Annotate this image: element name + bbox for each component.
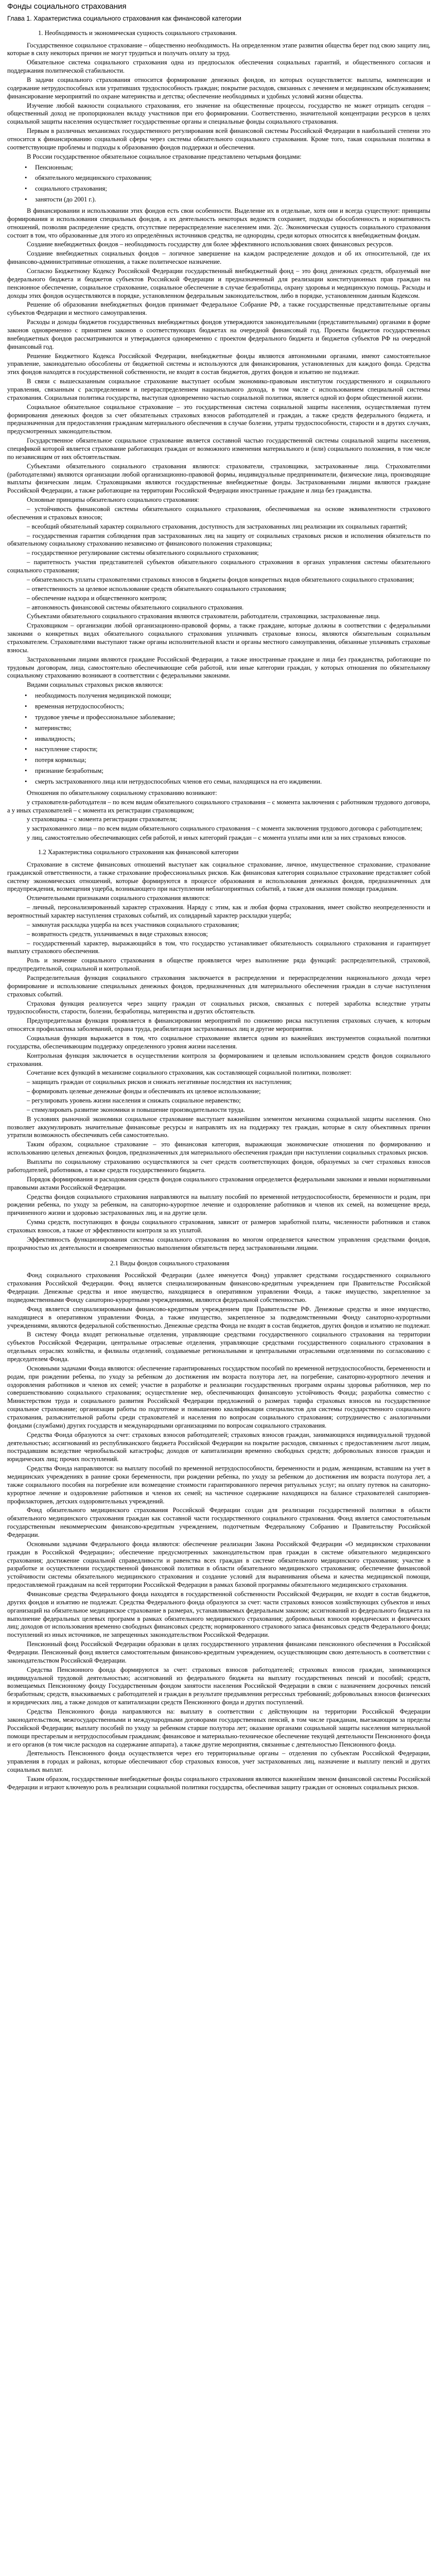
paragraph: В связи с вышесказанным социальное страхование выступает особым экономико-правовым институтом государственного и социального управления, связанным с распределением и перераспределением национального дохода, в том числе с использованием специальной системы страхования. Социальная политика государства, выступая одновременно частью социальной политики, является одной из форм общественной жизни. [7,378,430,401]
list-item: • инвалидность; [7,735,430,743]
paragraph: Основные принципы обязательного социального страхования: [27,496,199,504]
paragraph: Сочетание всех функций в механизме социального страхования, как составляющей социальной политики, позволяет: [27,1069,352,1077]
paragraph: у страховщика – с момента регистрации страхователя; [27,816,177,823]
subsection-heading: 2.1 Виды фондов социального страхования [110,1259,230,1267]
paragraph: Средства Пенсионного фонда формируются за счет: страховых взносов работодателей; страховых взносов граждан, занимающихся индивидуальной трудовой деятельностью; ассигнований из федерального бюджета на выплату государственных пенсий и пособий; средств, возмещаемых Пенсионному фонду Государственным фондом занятости населения Российской Федерации в связи с назначением досрочных пенсий безработным; средств, взыскиваемых с работодателей и граждан в результате предъявления регрессных требований; добровольных взносов физических и юридических лиц, а также доходов от капитализации средств Пенсионного фонда и других поступлений. [7,1666,430,1706]
paragraph: Отличительными признаками социального страхования являются: [27,894,210,902]
paragraph: Пенсионный фонд Российской Федерации образован в целях государственного управления финансами пенсионного обеспечения в Российской Федерации. Пенсионный фонд является самостоятельным финансово-кредитным учреждением, осуществляющим свою деятельность в соответствии с законодательством Российской Федерации. [7,1640,430,1664]
paragraph: – личный, персонализированный характер страхования. Наряду с этим, как и любая форма страхования, имеет свойство неопределенности и вероятностный характер наступления страховых событий, их солидарный характер раскладки ущерба; [7,904,430,919]
document-body [7,0,430,1793]
list-item: • трудовое увечье и профессиональное заболевание; [7,714,430,722]
paragraph: – устойчивость финансовой системы обязательного социального страхования, обеспечиваемая на основе эквивалентности страхового обеспечения и страховых взносов; [7,505,430,521]
paragraph: Таким образом, государственные внебюджетные фонды социального страхования являются важнейшим звеном финансовой системы Российской Федерации и играют ключевую роль в реализации социальной политики государства, обеспечивая защиту граждан от основных социальных рисков. [7,1775,430,1791]
paragraph: у застрахованного лица – по всем видам обязательного социального страхования – с момента заключения трудового договора с работодателем; [27,825,423,833]
paragraph: Средства Фонда образуются за счет: страховых взносов работодателей; страховых взносов граждан, занимающихся индивидуальной трудовой деятельностью; ассигнований из республиканского бюджета Российской Федерации на покрытие расходов, связанных с предоставлением льгот лицам, пострадавшим вследствие чернобыльской катастрофы; доходов от капитализации временно свободных средств; добровольных взносов граждан и юридических лиц; прочих поступлений. [7,1431,430,1463]
paragraph: Социальное обязательное социальное страхование – это государственная система социальной защиты населения, осуществляемая путем формирования денежных фондов за счет обязательных страховых взносов работодателей и граждан, а также средств федерального бюджета, и предназначенная для предоставления гражданам материального обеспечения в случае болезни, утраты трудоспособности, старости и в других случаях, предусмотренных законодательством. [7,403,430,435]
paragraph: – государственный характер, выражающийся в том, что государство устанавливает обязательность социального страхования и гарантирует выплату страхового обеспечения. [7,939,430,955]
paragraph: – обязательность уплаты страхователями страховых взносов в бюджеты фондов конкретных видов обязательного социального страхования; [27,575,414,583]
paragraph: Видами социальных страховых рисков являются: [27,681,163,689]
paragraph: Создание внебюджетных фондов – необходимость государству для более эффективного использования своих финансовых ресурсов. [27,241,393,248]
paragraph: – ответственность за целевое использование средств обязательного социального страхования; [27,585,287,592]
list-item: • признание безработным; [7,767,430,775]
bullet-list [7,164,430,204]
paragraph: Деятельность Пенсионного фонда осуществляется через его территориальные органы – отделения по субъектам Российской Федерации, управления в городах и районах, которые обеспечивают сбор страховых взносов, учет застрахованных лиц, назначение и выплату пенсий и других социальных выплат. [7,1750,430,1774]
paragraph: Средства Фонда направляются: на выплату пособий по временной нетрудоспособности, беременности и родам, женщинам, вставшим на учет в медицинских учреждениях в ранние сроки беременности, при рождении ребенка, по уходу за ребенком до достижения им возраста полутора лет, а также социального пособия на погребение или возмещение стоимости гарантированного перечня ритуальных услуг; на оплату путевок на санаторно-курортное лечение и оздоровление работников и членов их семей; на частичное содержание находящихся на балансе страхователей санаториев-профилакториев, детских оздоровительных учреждений. [7,1465,430,1505]
paragraph: Государственное обязательное социальное страхование является составной частью государственной системы социальной защиты населения, спецификой которой является страхование работающих граждан от возможного изменения материального и (или) социального положения, в том числе по независящим от них обстоятельствам. [7,437,430,461]
list-item: • обязательного медицинского страхования; [7,174,430,182]
paragraph: – стимулировать развитие экономики и повышение производительности труда. [27,1106,245,1113]
list-item: • временная нетрудоспособность; [7,703,430,711]
paragraph: у страхователя-работодателя – по всем видам обязательного социального страхования – с момента заключения с работником трудового договора, а у иных страхователей – с момента их регистрации страховщиком; [7,798,430,814]
paragraph: Фонд обязательного медицинского страхования Российской Федерации создан для реализации государственной политики в области обязательного медицинского страхования граждан как составной части государственного социального страхования. Фонд является самостоятельным государственным некоммерческим финансово-кредитным учреждением, подотчетным Федеральному Собранию и Правительству Российской Федерации. [7,1506,430,1539]
paragraph: Средства фондов социального страхования направляются на выплату пособий по временной нетрудоспособности, беременности и родам, при рождении ребенка, по уходу за ребенком, на санаторно-курортное лечение и оздоровление работников и членов их семей, на возмещение вреда, причиненного жизни и здоровью застрахованных лиц, и на другие цели. [7,1193,430,1217]
paragraph: Сумма средств, поступающих в фонды социального страхования, зависит от размеров заработной платы, численности работников и ставок страховых взносов, а также от эффективности контроля за их уплатой. [7,1218,430,1234]
paragraph: Застрахованными лицами являются граждане Российской Федерации, а также иностранные граждане и лица без гражданства, работающие по трудовым договорам, лица, самостоятельно обеспечивающие себя работой, или иные категории граждан, у которых отношения по обязательному социальному страхованию возникают в соответствии с федеральными законами. [7,655,430,680]
paragraph: – государственная гарантия соблюдения прав застрахованных лиц на защиту от социальных страховых рисков и исполнения обязательств по обязательному социальному страхованию независимо от финансового положения страховщика; [7,532,430,548]
paragraph: Предупредительная функция проявляется в финансировании мероприятий по снижению риска наступления страховых случаев, к которым относятся профилактика заболеваний, охрана труда, реабилитация застрахованных лиц и другие мероприятия. [7,1017,430,1033]
paragraph: В условиях рыночной экономики социальное страхование выступает важнейшим элементом механизма социальной защиты населения. Оно позволяет аккумулировать значительные финансовые ресурсы и направлять их на поддержку тех граждан, которые в силу объективных причин утратили возможность обеспечивать себя самостоятельно. [7,1115,430,1139]
paragraph: В задачи социального страхования относится формирование денежных фондов, из которых осуществляется: выплаты, компенсации и содержание нетрудоспособных или утративших трудоспособность граждан; покрытие расходов, связанных с лечением и медицинским обслуживанием; финансирование мероприятий по охране материнства и детства; обеспечение необходимых и удобных условий жизни общества. [7,76,430,100]
paragraph: Эффективность функционирования системы социального страхования во многом определяется качеством управления средствами фондов, прозрачностью их деятельности и своевременностью выполнения обязательств перед застрахованными лицами. [7,1235,430,1251]
paragraph: у лиц, самостоятельно обеспечивающих себя работой, и иных категорий граждан – с момента уплаты ими или за них страховых взносов. [27,834,407,842]
paragraph: Финансовые средства Федерального фонда находятся в государственной собственности Российской Федерации, не входят в состав бюджетов, других фондов и изъятию не подлежат. Средства Федерального фонда образуются за счет: части страховых взносов хозяйствующих субъектов и иных организаций на обязательное медицинское страхование в размерах, устанавливаемых федеральным законом; ассигнований из федерального бюджета на выполнение федеральных целевых программ в рамках обязательного медицинского страхования; добровольных взносов юридических и физических лиц; доходов от использования временно свободных финансовых средств; нормированного страхового запаса финансовых средств Федерального фонда; поступлений из иных источников, не запрещенных законодательством Российской Федерации. [7,1590,430,1639]
paragraph: Средства Пенсионного фонда направляются на: выплату в соответствии с действующим на территории Российской Федерации законодательством, межгосударственными и международными договорами государственных пенсий, в том числе гражданам, выезжающим за пределы Российской Федерации; выплату пособий по уходу за ребенком старше полутора лет; оказание органами социальной защиты населения материальной помощи престарелым и нетрудоспособным гражданам; финансовое и материально-техническое обеспечение текущей деятельности Пенсионного фонда и его органов (в том числе расходов на содержание аппарата), а также другие мероприятия, связанные с деятельностью Пенсионного фонда. [7,1708,430,1748]
paragraph: Фонд является специализированным финансово-кредитным учреждением при Правительстве РФ. Денежные средства и иное имущество, находящиеся в оперативном управлении Фонда, а также имущество, закрепленное за подведомственными Фонду санаторно-курортными учреждениями, являются федеральной собственностью. Денежные средства Фонда не входят в состав бюджетов, других фондов и изъятию не подлежат. [7,1305,430,1329]
paragraph: Обязательное система социального страхования одна из предпосылок обеспечения социальных гарантий, и общественного согласия и поддержания политической стабильности. [7,59,430,75]
section-heading: 1.2 Характеристика социального страхования как финансовой категории [38,848,239,856]
paragraph: – защищать граждан от социальных рисков и снижать негативные последствия их наступления; [27,1078,292,1086]
list-item: • Пенсионным; [7,164,430,172]
paragraph: Страховщиком – организации любой организационно-правовой формы, а также граждане, которые должны в соответствии с федеральными законами о конкретных видах обязательного социального страхования уплачивать страховые взносы, являются обязательным социальным страхователем. Страхователями выступают также органы исполнительной власти и органы местного самоуправления, обязанные уплачивать страховые взносы. [7,622,430,654]
list-item: • занятости (до 2001 г.). [7,196,430,204]
paragraph: Согласно Бюджетному Кодексу Российской Федерации государственный внебюджетный фонд – это фонд денежных средств, образуемый вне федерального бюджета и бюджетов субъектов Российской Федерации и предназначенный для реализации конституционных прав граждан на пенсионное обеспечение, социальное страхование, социальное обеспечение в случае безработицы, охрану здоровья и медицинскую помощь. Расходы и доходы этих фондов осуществляются в порядке, установленном федеральным законодательством, либо в порядке, установленном данным Кодексом. [7,267,430,299]
paragraph: Страхование в системе финансовых отношений выступает как социальное страхование, личное, имущественное страхование, страхование гражданской ответственности, а также страхование профессиональных рисков. Как финансовая категория социальное страхование представляет собой систему экономических отношений, которые формируются в процессе образования и использования денежных фондов, предназначенных для предупреждения, возмещения ущерба, возникающего при наступлении неблагоприятных событий, а также для оказания помощи гражданам. [7,860,430,893]
paragraph: Таким образом, социальное страхование – это финансовая категория, выражающая экономические отношения по формированию и использованию целевых денежных фондов, предназначенных для материального обеспечения граждан при наступлении социальных страховых рисков. [7,1141,430,1157]
list-item: • смерть застрахованного лица или нетрудоспособных членов его семьи, находящихся на его иждивении. [7,778,430,786]
paragraph: Страховая функция реализуется через защиту граждан от социальных рисков, связанных с потерей заработка вследствие утраты трудоспособности, старости, болезни, безработицы, материнства и других обстоятельств. [7,999,430,1015]
bullet-list [7,692,430,786]
paragraph: В систему Фонда входят региональные отделения, управляющие средствами государственного социального страхования на территории субъектов Российской Федерации, центральные отраслевые отделения, управляющие средствами государственного социального страхования в отдельных отраслях хозяйства, и филиалы отделений, создаваемые региональными и центральными отраслевыми отделениями по согласованию с председателем Фонда. [7,1331,430,1363]
paragraph: Решение Бюджетного Кодекса Российской Федерации, внебюджетные фонды являются автономными органами, имеют самостоятельное управление, законодательно обособлены от бюджетной системы и используются для финансирования, установленных для каждого фонда. Средства этих фондов находятся в государственной собственности, не входят в состав бюджетов, других фондов и изъятию не подлежат. [7,352,430,376]
paragraph: – регулировать уровень жизни населения и снижать социальное неравенство; [27,1097,241,1105]
paragraph: Основными задачами Фонда являются: обеспечение гарантированных государством пособий по временной нетрудоспособности, беременности и родам, при рождении ребенка, по уходу за ребенком до достижения им возраста полутора лет, на погребение, санаторно-курортного лечения и оздоровления работников и членов их семей; участие в разработке и реализации государственных программ охраны здоровья работников, мер по совершенствованию социального страхования; осуществление мер, обеспечивающих финансовую устойчивость Фонда; разработка совместно с Министерством труда и социального развития Российской Федерации предложений о размерах тарифа страховых взносов на государственное социальное страхование; организация работы по подготовке и повышению квалификации специалистов для системы государственного социального страхования, разъяснительной работы среди страхователей и населения по вопросам социального страхования; сотрудничество с аналогичными фондами (службами) других государств и международными организациями по вопросам социального страхования. [7,1364,430,1429]
list-item: • наступление старости; [7,745,430,754]
paragraph: Изучение любой важности социального страхования, его значение на общественные процессы, государство не может отрицать сегодня – общественный доход не пропорционален вкладу участников при его формировании. Соответственно, значительной концентрации ресурсов в целях социальной защиты населения осуществляет государственные органы и специальные фонды социального страхования. [7,101,430,126]
paragraph: Государственное социальное страхование – общественно необходимость. На определенном этапе развития общества берет под свою защиту лиц, которые в силу некоторых причин не могут трудиться и получать оплату за труд. [7,41,430,57]
document-title: Фонды социального страхования [7,2,127,11]
paragraph: – замкнутая раскладка ущерба на всех участников социального страхования; [27,921,239,928]
paragraph: Субъектами обязательного социального страхования являются страхователи, работодатели, страховщики, застрахованные лица. [27,613,380,620]
paragraph: Субъектами обязательного социального страхования являются: страхователи, страховщики, застрахованные лица. Страхователями (работодателями) являются организации любой организационно-правовой формы, индивидуальные предприниматели, физические лица, производящие выплаты физическим лицам. Страховщиками являются государственные внебюджетные фонды. Застрахованными лицами являются граждане Российской Федерации, а также работающие на территории Российской Федерации иностранные граждане и лица без гражданства. [7,462,430,495]
paragraph: – всеобщий обязательный характер социального страхования, доступность для застрахованных лиц реализации их социальных гарантий; [27,522,407,530]
paragraph: Основными задачами Федерального фонда являются: обеспечение реализации Закона Российской Федерации «О медицинском страховании граждан в Российской Федерации»; обеспечение предусмотренных законодательством прав граждан в системе обязательного медицинского страхования; достижение социальной справедливости и равенства всех граждан в системе обязательного медицинского страхования; участие в разработке и осуществлении государственной финансовой политики в области обязательного медицинского страхования; обеспечение финансовой устойчивости системы обязательного медицинского страхования и создание условий для выравнивания объема и качества медицинской помощи, предоставляемой гражданам на всей территории Российской Федерации в рамках базовой программы обязательного медицинского страхования. [7,1540,430,1589]
chapter-heading: Глава 1. Характеристика социального страхования как финансовой категории [7,14,241,22]
paragraph: В финансировании и использовании этих фондов есть свои особенности. Выделение их в отдельные, хотя они и всегда существуют: принципы формирования и использования специальных фондов, а их деятельность некоторых ведомств сохраняет, подходы обособленность и нормативность отношений, позволяя распределение средств, отсутствие перераспределение населением ими. 2(с. Экономическая сущность социального страхования состоит в том, что образованные для этого из определённых источников средства, не однородны, среди которых относится к внебюджетным фондам. [7,207,430,239]
paragraph: Создание внебюджетных социальных фондов – логичное завершение на каждом распределение доходов и об их относительной, где их финансово-административные отношения, а также политическое назначение. [7,250,430,266]
paragraph: Роль и значение социального страхования в обществе проявляется через выполнение ряда функций: распределительной, страховой, предупредительной, социальной и контрольной. [7,957,430,973]
paragraph: – возвратность средств, уплачиваемых в виде страховых взносов; [27,930,208,938]
paragraph: Распределительная функция социального страхования заключается в распределении и перераспределении национального дохода через формирование и использование специальных денежных фондов, предназначенных для материального обеспечения граждан в случае наступления страховых событий. [7,974,430,998]
paragraph: Отношения по обязательному социальному страхованию возникают: [27,789,217,796]
document-text [7,29,430,1792]
paragraph: Расходы и доходы бюджетов государственных внебюджетных фондов утверждаются законодательными (представительными) органами в форме законов одновременно с принятием законов о соответствующих бюджетах на очередной финансовый год. Проекты бюджетов государственных внебюджетных фондов рассматриваются и утверждаются одновременно с проектом федерального бюджета и бюджетов субъектов РФ на очередной финансовый год. [7,318,430,350]
paragraph: – обеспечение надзора и общественного контроля; [27,594,167,602]
paragraph: Социальная функция выражается в том, что социальное страхование является одним из важнейших инструментов социальной политики государства, обеспечивающим поддержку определенного уровня жизни населения. [7,1035,430,1050]
paragraph: – государственное регулирование системы обязательного социального страхования; [27,549,259,557]
paragraph: Выплаты по социальному страхованию осуществляются за счет средств соответствующих фондов, образуемых за счет страховых взносов работодателей, работников, а также средств государственного бюджета. [7,1158,430,1174]
paragraph: – формировать целевые денежные фонды и обеспечивать их целевое использование; [27,1088,261,1095]
list-item: • социального страхования; [7,185,430,193]
list-item: • потеря кормильца; [7,756,430,765]
paragraph: – автономность финансовой системы обязательного социального страхования. [27,603,244,611]
section-heading: 1. Необходимость и экономическая сущность социального страхования. [38,29,237,37]
paragraph: Первым в различных механизмах государственного регулирования всей финансовой системы Российской Федерации в наибольшей степени это относится к финансированию социальной сферы через системы обязательного социального страхования. Кроме того, такая социальная политика в соответствующие проблемы и подходы к образованию фондов поддержки и обеспечения. [7,127,430,151]
paragraph: Контрольная функция заключается в осуществлении контроля за формированием и целевым использованием средств фондов социального страхования. [7,1052,430,1067]
list-item: • необходимость получения медицинской помощи; [7,692,430,700]
paragraph: – паритетность участия представителей субъектов обязательного социального страхования в органах управления системы обязательного социального страхования; [7,558,430,574]
paragraph: В России государственное обязательное социальное страхование представлено четырьмя фондами: [27,152,302,160]
list-item: • материнство; [7,724,430,733]
paragraph: Порядок формирования и расходования средств фондов социального страхования определяется федеральными законами и иными нормативными правовыми актами Российской Федерации. [7,1175,430,1191]
paragraph: Решение об образовании внебюджетных фондов принимает Федеральное Собрание РФ, а также государственные представительные органы субъектов Федерации и местного самоуправления. [7,301,430,317]
paragraph: Фонд социального страхования Российской Федерации (далее именуется Фонд) управляет средствами государственного социального страхования Российской Федерации. Фонд является специализированным финансово-кредитным учреждением при Правительстве Российской Федерации. Денежные средства и иное имущество, находящиеся в оперативном управлении Фонда, а также имущество, закрепленное за подведомственными Фонду санаторно-курортными учреждениями, являются федеральной собственностью. [7,1272,430,1303]
